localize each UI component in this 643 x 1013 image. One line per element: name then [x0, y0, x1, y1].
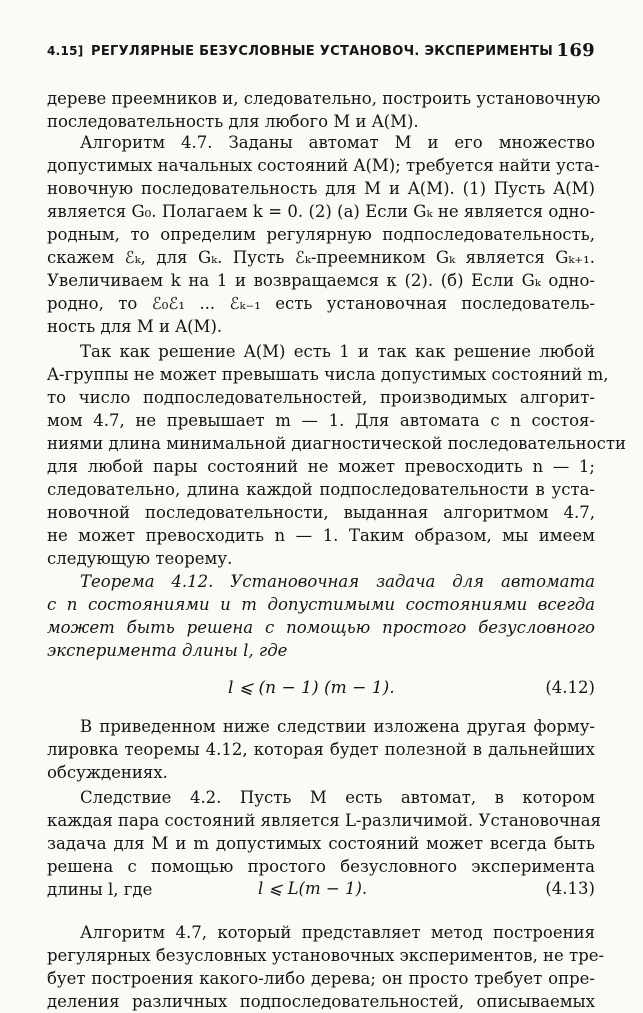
text-line: задача для M и m допустимых состояний может всегда быть [47, 834, 595, 853]
text-line: обсуждениях. [47, 763, 168, 782]
text-line: является G₀. Полагаем k = 0. (2) (а) Если Gₖ не является одно- [47, 202, 595, 221]
section-number: 4.15] [47, 44, 84, 58]
running-title: РЕГУЛЯРНЫЕ БЕЗУСЛОВНЫЕ УСТАНОВОЧ. ЭКСПЕРИМЕНТЫ [91, 44, 553, 59]
text-line: ность для M и A(M). [47, 317, 223, 336]
theorem-line: может быть решена с помощью простого безусловного [47, 618, 595, 637]
running-header [47, 40, 595, 64]
corollary-heading-line: Следствие 4.2. Пусть M есть автомат, в котором [80, 788, 595, 807]
text-line: мом 4.7, не превышает m — 1. Для автомата с n состоя- [47, 411, 595, 430]
text-line: Так как решение A(M) есть 1 и так как решение любой [80, 342, 595, 361]
text-line: деления различных подпоследовательностей, описываемых [47, 992, 595, 1011]
text-line: Алгоритм 4.7, который представляет метод построения [80, 923, 595, 942]
text-line: регулярных безусловных установочных экспериментов, не тре- [47, 946, 605, 965]
theorem-line: с n состояниями и m допустимыми состояниями всегда [47, 595, 595, 614]
text-line: последовательность для любого M и A(M). [47, 112, 419, 131]
text-line: следующую теорему. [47, 549, 233, 568]
equation-4-13: l ⩽ L(m − 1). [258, 879, 368, 898]
text-line: бует построения какого-либо дерева; он просто требует опре- [47, 969, 595, 988]
text-line: новочной последовательности, выданная алгоритмом 4.7, [47, 503, 595, 522]
text-line: Увеличиваем k на 1 и возвращаемся к (2). (б) Если Gₖ одно- [47, 271, 595, 290]
text-line: новочную последовательность для M и A(M). (1) Пусть A(M) [47, 179, 595, 198]
text-line: ниями длина минимальной диагностической последовательности [47, 434, 626, 453]
equation-4-12: l ⩽ (n − 1) (m − 1). [228, 678, 395, 698]
page-number: 169 [556, 40, 595, 61]
text-line: A-группы не может превышать числа допустимых состояний m, [47, 365, 609, 384]
text-line: родным, то определим регулярную подпоследовательность, [47, 225, 595, 244]
text-line: длины l, где [47, 880, 153, 899]
text-line: дереве преемников и, следовательно, построить установочную [47, 89, 601, 108]
equation-number: (4.13) [545, 879, 595, 898]
text-line: решена с помощью простого безусловного эксперимента [47, 857, 595, 876]
theorem-line: эксперимента длины l, где [47, 641, 288, 660]
equation-number: (4.12) [545, 678, 595, 697]
text-line: следовательно, длина каждой подпоследовательности в уста- [47, 480, 595, 499]
text-line: каждая пара состояний является L-различимой. Установочная [47, 811, 601, 830]
theorem-line: Теорема 4.12. Установочная задача для автомата [80, 572, 595, 591]
text-line: родно, то ℰ₀ℰ₁ ... ℰₖ₋₁ есть установочная последователь- [47, 294, 595, 313]
text-line: допустимых начальных состояний A(M); требуется найти уста- [47, 156, 600, 175]
text-line: скажем ℰₖ, для Gₖ. Пусть ℰₖ-преемником Gₖ является Gₖ₊₁. [47, 248, 595, 267]
algorithm-heading-line: Алгоритм 4.7. Заданы автомат M и его множество [80, 133, 595, 152]
text-line: то число подпоследовательностей, производимых алгорит- [47, 388, 595, 407]
text-line: В приведенном ниже следствии изложена другая форму- [80, 717, 595, 736]
text-line: не может превосходить n — 1. Таким образом, мы имеем [47, 526, 595, 545]
text-line: лировка теоремы 4.12, которая будет полезной в дальнейших [47, 740, 595, 759]
text-line: для любой пары состояний не может превосходить n — 1; [47, 457, 595, 476]
